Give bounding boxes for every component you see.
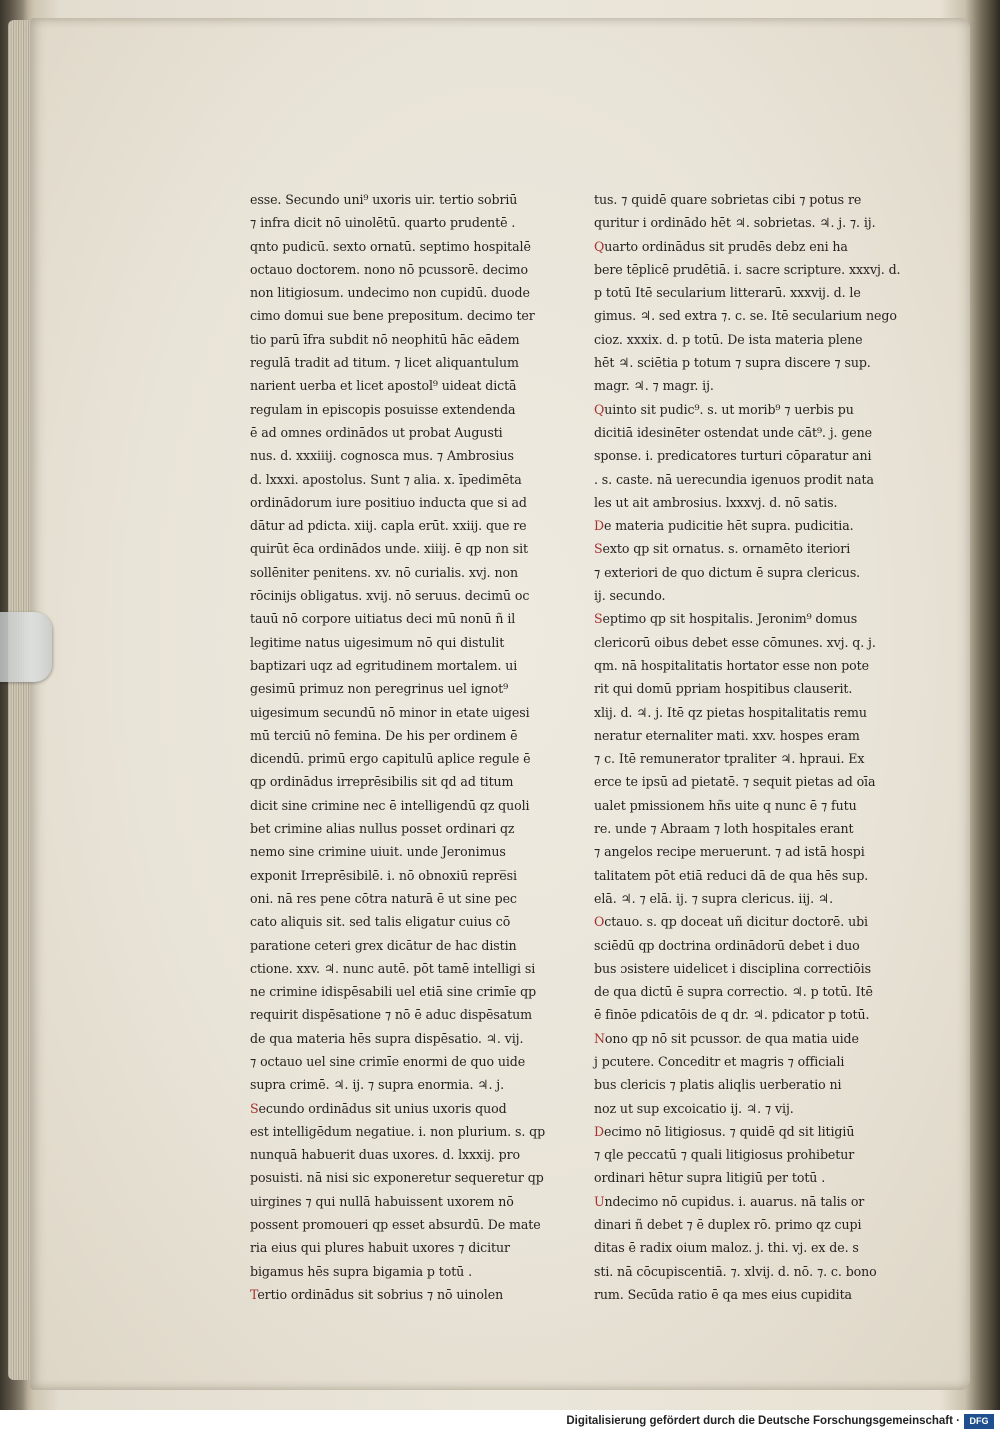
text-line: cioz. xxxix. d. p totū. De ista materia plene xyxy=(594,331,863,347)
text-line: ij. secundo. xyxy=(594,588,666,604)
text-line: talitatem pōt etiā reduci dā de qua hēs sup. xyxy=(594,867,869,883)
text-line: d. lxxxi. apostolus. Sunt ⁊ alia. x. īpedimēta xyxy=(250,471,522,487)
text-line: supra crimē. ♃. ij. ⁊ supra enormia. ♃. j. xyxy=(250,1077,504,1093)
text-line: de qua dictū ē supra correctio. ♃. p totū. Itē xyxy=(594,984,873,1000)
text-line: qp ordinādus irreprēsibilis sit qd ad titum xyxy=(250,774,514,790)
text-line: esse. Secundo uni⁹ uxoris uir. tertio sobriū xyxy=(250,192,518,207)
text-line: ordinari hētur supra litigiū per totū . xyxy=(594,1170,826,1186)
text-line: dicit sine crimine nec ē intelligendū qz quoli xyxy=(250,797,530,813)
text-line: hēt ♃. sciētia p totum ⁊ supra discere ⁊ sup. xyxy=(594,355,871,371)
text-line: p totū Itē secularium litterarū. xxxvij. d. le xyxy=(594,285,861,301)
text-line: gesimū primuz non peregrinus uel ignot⁹ xyxy=(250,681,509,697)
rubric-initial: S xyxy=(594,541,603,557)
text-line: nunquā habuerit duas uxores. d. lxxxij. pro xyxy=(250,1147,520,1163)
text-line: quritur i ordinādo hēt ♃. sobrietas. ♃. j. ⁊. ij. xyxy=(594,215,876,231)
text-line: Sexto qp sit ornatus. s. ornamēto iteriori xyxy=(594,541,851,557)
text-line: cimo domui sue bene prepositum. decimo ter xyxy=(250,308,535,324)
text-line: ne crimine idispēsabili uel etiā sine crimīe qp xyxy=(250,984,537,1000)
text-line: dicitiā idesinēter ostendat unde cāt⁹. j. gene xyxy=(594,424,873,440)
text-line: re. unde ⁊ Abraam ⁊ loth hospitales erant xyxy=(594,821,854,837)
text-line: qnto pudicū. sexto ornatū. septimo hospitalē xyxy=(250,238,531,254)
text-line: ditas ē radix oium maloz. j. thi. vj. ex de. s xyxy=(594,1240,859,1256)
text-line: ualet pmissionem hñs uite q nunc ē ⁊ futu xyxy=(594,797,857,813)
text-line: oni. nā res pene cōtra naturā ē ut sine pec xyxy=(250,890,517,906)
footer-bar xyxy=(0,1410,1000,1435)
text-line: possent promoueri qp esset absurdū. De mate xyxy=(250,1217,541,1233)
text-line: cato aliquis sit. sed talis eligatur cuius cō xyxy=(250,914,511,930)
page-marker-tab xyxy=(0,612,52,682)
rubric-initial: O xyxy=(594,914,605,930)
right-text-column xyxy=(594,188,912,1306)
text-line: ⁊ c. Itē remunerator tpraliter ♃. hpraui. Ex xyxy=(594,751,865,767)
text-line: regulam in episcopis posuisse extendenda xyxy=(250,401,516,417)
text-line: ordinādorum iure positiuo inducta que si ad xyxy=(250,494,527,510)
text-line: De materia pudicitie hēt supra. pudicitia. xyxy=(594,518,854,534)
text-line: octauo doctorem. nono nō pcussorē. decimo xyxy=(250,261,528,277)
text-line: exponit Irreprēsibilē. i. nō obnoxiū repre̅si xyxy=(250,867,517,883)
text-line: uirgines ⁊ qui nullā habuissent uxorem nō xyxy=(250,1193,514,1209)
text-line: Octauo. s. qp doceat uñ dicitur doctorē. ubi xyxy=(594,914,868,930)
text-line: . s. caste. nā uerecundia igenuos prodit nata xyxy=(594,471,874,487)
text-line: narient uerba et licet apostol⁹ uideat dictā xyxy=(250,378,517,394)
text-line: magr. ♃. ⁊ magr. ij. xyxy=(594,378,714,394)
text-line: ⁊ infra dicit nō uinolētū. quarto prudentē . xyxy=(250,215,516,231)
text-line: tio parū īfra subdit nō neophitū hāc eādem xyxy=(250,331,520,347)
text-line: de qua materia hēs supra dispēsatio. ♃. vij. xyxy=(250,1030,524,1046)
text-line: non litigiosum. undecimo non cupidū. duode xyxy=(250,285,530,301)
text-line: tus. ⁊ quidē quare sobrietas cibi ⁊ potus re xyxy=(594,192,862,207)
text-line: legitime natus uigesimum nō qui distulit xyxy=(250,634,505,650)
text-line: ctione. xxv. ♃. nunc autē. pōt tamē intelligi si xyxy=(250,960,536,976)
left-text-column xyxy=(250,188,560,1306)
text-line: ⁊ exteriori de quo dictum ē supra clericus. xyxy=(594,564,861,580)
text-line: rum. Secūda ratio ē qa mes eius cupidita xyxy=(594,1286,852,1302)
text-line: mū terciū nō femina. De his per ordinem ē xyxy=(250,727,518,743)
text-line: rit qui domū ppriam hospitibus clauserit. xyxy=(594,681,853,697)
rubric-initial: Q xyxy=(594,401,605,417)
rubric-initial: T xyxy=(250,1286,258,1302)
text-line: tauū nō corpore uitiatus deci mū nonū ñ il xyxy=(250,611,516,627)
text-line: uigesimum secundū nō minor in etate uigesi xyxy=(250,704,530,720)
text-line: bus ɔsistere uidelicet i disciplina correctiōis xyxy=(594,960,871,976)
text-line: sciēdū qp doctrina ordinādorū debet i duo xyxy=(594,937,860,953)
text-line: Tertio ordinādus sit sobrius ⁊ nō uinolen xyxy=(250,1286,504,1302)
text-line: regulā tradit ad titum. ⁊ licet aliquantulum xyxy=(250,355,519,371)
text-line: dātur ad pdicta. xiij. capla erūt. xxiij. que re xyxy=(250,518,527,534)
text-line: sponse. i. predicatores turturi cōparatur ani xyxy=(594,448,872,464)
text-line: Secundo ordinādus sit unius uxoris quod xyxy=(250,1100,507,1116)
text-line: Quarto ordinādus sit prudēs debz eni ha xyxy=(594,238,848,254)
text-line: requirit dispēsatione ⁊ nō ē aduc dispēsatum xyxy=(250,1007,532,1023)
text-line: Quinto sit pudic⁹. s. ut morib⁹ ⁊ uerbis pu xyxy=(594,401,854,417)
text-line: ⁊ qle peccatū ⁊ quali litigiosus prohibetur xyxy=(594,1147,855,1163)
rubric-initial: D xyxy=(594,1123,604,1139)
funding-credit: Digitalisierung gefördert durch die Deutsche Forschungsgemeinschaft · xyxy=(566,1415,960,1427)
text-line: sollēniter penitens. xv. nō curialis. xvj. non xyxy=(250,564,518,580)
text-line: baptizari uqz ad egritudinem mortalem. ui xyxy=(250,657,518,673)
text-line: rōcinijs obligatus. xvij. nō seruus. decimū oc xyxy=(250,588,530,604)
text-line: est intelligēdum negatiue. i. non plurium. s. qp xyxy=(250,1123,546,1139)
text-line: Undecimo nō cupidus. i. auarus. nā talis or xyxy=(594,1193,865,1209)
rubric-initial: N xyxy=(594,1030,605,1046)
text-line: ⁊ angelos recipe meruerunt. ⁊ ad istā hospi xyxy=(594,844,865,860)
text-line: bus clericis ⁊ platis aliqlis uerberatio ni xyxy=(594,1077,842,1093)
text-line: paratione ceteri grex dicātur de hac distin xyxy=(250,937,517,953)
text-line: ē finōe pdicatōis de q dr. ♃. pdicator p totū. xyxy=(594,1007,870,1023)
text-line: ria eius qui plures habuit uxores ⁊ dicitur xyxy=(250,1240,510,1256)
rubric-initial: D xyxy=(594,518,604,534)
text-line: dinari ñ debet ⁊ ē duplex rō. primo qz cupi xyxy=(594,1217,862,1233)
text-line: bigamus hēs supra bigamia p totū . xyxy=(250,1263,473,1279)
text-line: les ut ait ambrosius. lxxxvj. d. nō satis. xyxy=(594,494,838,510)
rubric-initial: U xyxy=(594,1193,605,1209)
rubric-initial: S xyxy=(250,1100,259,1116)
text-line: Decimo nō litigiosus. ⁊ quidē qd sit litigiū xyxy=(594,1123,855,1139)
text-line: Septimo qp sit hospitalis. Jeronim⁹ domus xyxy=(594,611,858,627)
rubric-initial: Q xyxy=(594,238,605,254)
text-line: gimus. ♃. sed extra ⁊. c. se. Itē secularium nego xyxy=(594,308,897,324)
text-line: ē ad omnes ordinādos ut probat Augusti xyxy=(250,424,503,440)
text-line: xlij. d. ♃. j. Itē qz pietas hospitalitatis remu xyxy=(594,704,867,720)
text-line: Nono qp nō sit pcussor. de qua matia uide xyxy=(594,1030,859,1046)
text-line: elā. ♃. ⁊ elā. ij. ⁊ supra clericus. iij. ♃. xyxy=(594,890,833,906)
text-line: clericorū oibus debet esse cōmunes. xvj. q. j. xyxy=(594,634,876,650)
text-line: sti. nā cōcupiscentiā. ⁊. xlvij. d. nō. ⁊. c. bono xyxy=(594,1263,877,1279)
text-line: erce te ipsū ad pietatē. ⁊ sequit pietas ad oīa xyxy=(594,774,876,790)
text-line: ⁊ octauo uel sine crimīe enormi de quo uide xyxy=(250,1053,526,1069)
text-line: neratur eternaliter mati. xxv. hospes eram xyxy=(594,727,860,743)
text-line: bere tēplicē prudētiā. i. sacre scripture. xxxvj. d. xyxy=(594,261,901,277)
rubric-initial: S xyxy=(594,611,603,627)
text-line: j pcutere. Conceditr et magris ⁊ officiali xyxy=(594,1053,845,1069)
text-line: qm. nā hospitalitatis hortator esse non pote xyxy=(594,657,869,673)
text-line: nemo sine crimine uiuit. unde Jeronimus xyxy=(250,844,506,860)
text-line: quirūt ēca ordinādos unde. xiiij. ē qp non sit xyxy=(250,541,529,557)
text-line: posuisti. nā nisi sic exponeretur sequeretur qp xyxy=(250,1170,544,1186)
text-line: bet crimine alias nullus posset ordinari qz xyxy=(250,821,515,837)
dfg-logo: DFG xyxy=(964,1414,994,1429)
text-line: noz ut sup excoicatio ij. ♃. ⁊ vij. xyxy=(594,1100,794,1116)
text-line: nus. d. xxxiiij. cognosca mus. ⁊ Ambrosius xyxy=(250,448,514,464)
text-line: dicendū. primū ergo capitulū aplice regule ē xyxy=(250,751,531,767)
